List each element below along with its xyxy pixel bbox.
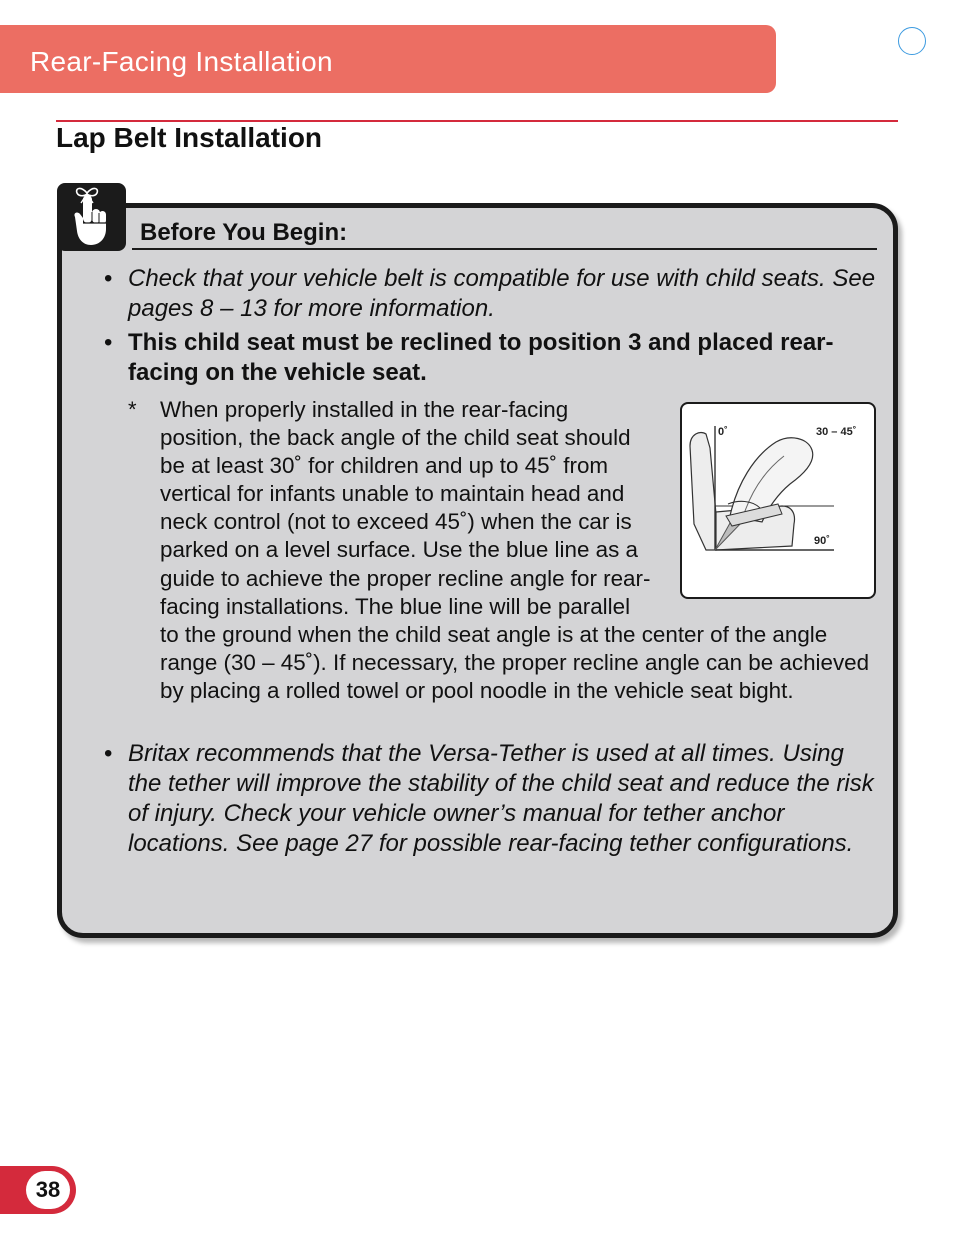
bullet-compatibility: Check that your vehicle belt is compatible for use with child seats. See pages 8 – 13 for more information. (128, 265, 876, 322)
bullet-marker: • (104, 740, 113, 767)
page-title: Lap Belt Installation (56, 122, 323, 153)
finger-string-reminder-icon (57, 183, 126, 251)
diagram-label-ninety: 90˚ (814, 535, 830, 547)
page-number: 38 (26, 1171, 70, 1209)
recline-angle-diagram (680, 402, 876, 599)
diagram-label-range: 30 – 45˚ (816, 426, 857, 438)
sub-note-marker: * (128, 397, 137, 422)
section-header-bar (0, 25, 776, 93)
bullet-marker: • (104, 329, 113, 356)
notice-title: Before You Begin: (140, 219, 348, 246)
corner-circle-icon (898, 27, 926, 55)
section-header-title: Rear-Facing Installation (30, 46, 333, 77)
bullet-marker: • (104, 265, 113, 292)
notice-title-rule (132, 248, 877, 250)
bullet-versa-tether: Britax recommends that the Versa-Tether is used at all times. Using the tether will improve the stability of the child seat and reduce the risk of injury. Check your vehicle owner’s manual for tether anchor locations. See page 27 for possible rear-facing tether configurations. (128, 740, 874, 857)
sub-note-body: When properly installed in the rear-facing position, the back angle of the child seat should be at least 30˚ for children and up to 45˚ from vertical for infants unable to maintain head and neck control (not to exceed 45˚) when the car is parked on a level surface. Use the blue line as a guide to achieve the proper recline angle for rear-facing installations. The blue line will be parallel to the ground when the child seat angle is at the center of the angle range (30 – 45˚). If necessary, the proper recline angle can be achieved by placing a rolled towel or pool noodle in the vehicle seat bight. (160, 397, 870, 703)
bullet-recline-position: This child seat must be reclined to position 3 and placed rear-facing on the vehicle seat. (128, 329, 834, 386)
page-number-tab (0, 1166, 76, 1214)
diagram-label-zero: 0˚ (718, 426, 728, 438)
